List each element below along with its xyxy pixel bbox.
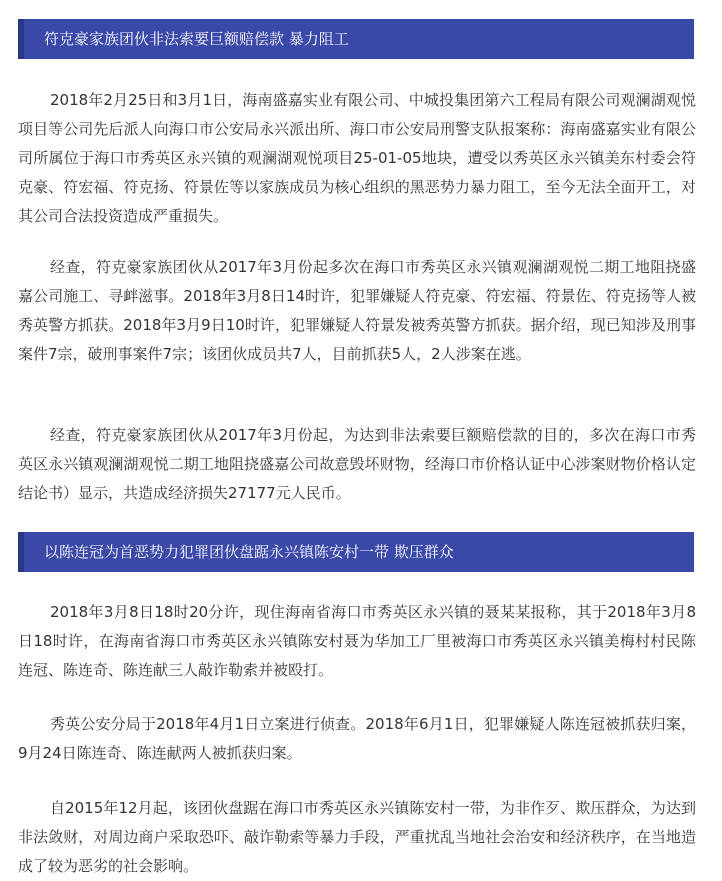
section-header-2 [18, 532, 694, 572]
section-title-1: 符克豪家族团伙非法索要巨额赔偿款 暴力阻工 [44, 30, 349, 48]
paragraph-2-1: 2018年3月8日18时20分许，现住海南省海口市秀英区永兴镇的聂某某报称，其于2018年3月8日18时许，在海南省海口市秀英区永兴镇陈安村聂为华加工厂里被海口市秀英区永兴镇美梅村村民陈连冠、陈连奇、陈连献三人敲诈勒索并被殴打。 [18, 603, 696, 679]
paragraph-1-2: 经查，符克豪家族团伙从2017年3月份起多次在海口市秀英区永兴镇观澜湖观悦二期工地阻挠盛嘉公司施工、寻衅滋事。2018年3月8日14时许，犯罪嫌疑人符克豪、符宏福、符景佐、符克扬等人被秀英警方抓获。2018年3月9日10时许，犯罪嫌疑人符景发被秀英警方抓获。据介绍，现已知涉及刑事案件7宗，破刑事案件7宗；该团伙成员共7人，目前抓获5人，2人涉案在逃。 [18, 258, 696, 363]
paragraph-2-3: 自2015年12月起，该团伙盘踞在海口市秀英区永兴镇陈安村一带，为非作歹、欺压群众，为达到非法敛财，对周边商户采取恐吓、敲诈勒索等暴力手段，严重扰乱当地社会治安和经济秩序，在当地造成了较为恶劣的社会影响。 [18, 799, 696, 875]
paragraph-2-2: 秀英公安分局于2018年4月1日立案进行侦查。2018年6月1日，犯罪嫌疑人陈连冠被抓获归案，9月24日陈连奇、陈连献两人被抓获归案。 [18, 715, 696, 762]
section-title-2: 以陈连冠为首恶势力犯罪团伙盘踞永兴镇陈安村一带 欺压群众 [44, 543, 454, 561]
paragraph-1-1: 2018年2月25日和3月1日，海南盛嘉实业有限公司、中城投集团第六工程局有限公司观澜湖观悦项目等公司先后派人向海口市公安局永兴派出所、海口市公安局刑警支队报案称：海南盛嘉实业有限公司所属位于海口市秀英区永兴镇的观澜湖观悦项目25-01-05地块，遭受以秀英区永兴镇美东村委会符克豪、符宏福、符克扬、符景佐等以家族成员为核心组织的黑恶势力暴力阻工，至今无法全面开工，对其公司合法投资造成严重损失。 [18, 91, 696, 225]
paragraph-1-3: 经查，符克豪家族团伙从2017年3月份起，为达到非法索要巨额赔偿款的目的，多次在海口市秀英区永兴镇观澜湖观悦二期工地阻挠盛嘉公司故意毁坏财物，经海口市价格认证中心涉案财物价格认定结论书）显示，共造成经济损失27177元人民币。 [18, 426, 696, 502]
section-header-1 [18, 19, 694, 59]
